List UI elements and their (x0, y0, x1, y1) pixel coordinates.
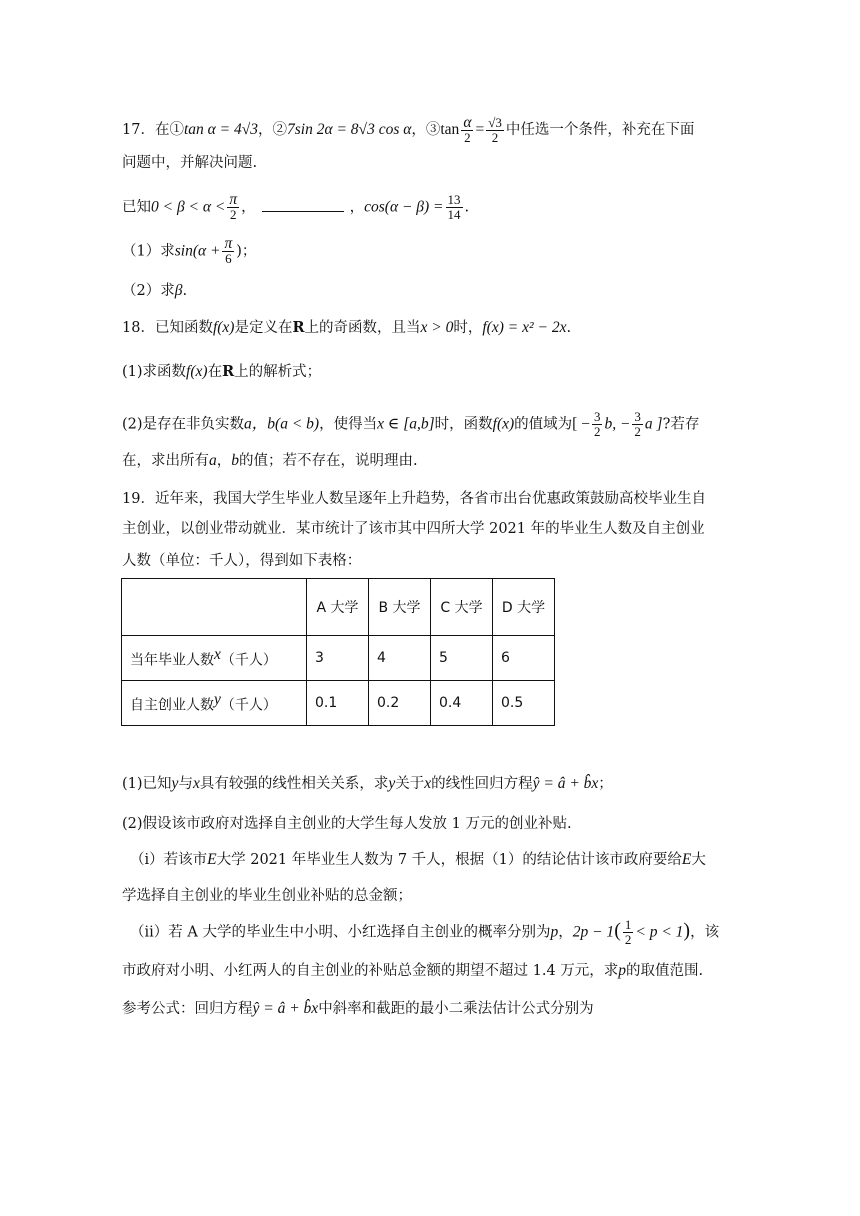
table-cell: 0.5 (493, 681, 555, 726)
q17-given: 已知0 < β < α < $\frac{\pi}{2}$ ， ，cos(α − β) = $\frac{13}{14}$ . (122, 191, 470, 222)
table-header-cell: D 大学 (493, 579, 555, 636)
q19-part2-ii-line1: （ii）若 A 大学的毕业生中小明、小红选择自主创业的概率分别为p，2p − 1( $\frac{1}{2}$ < p < 1)，该 (130, 917, 720, 947)
q19-part1: (1)已知y与x具有较强的线性相关关系，求y关于x的线性回归方程ŷ = â + b̂x； (122, 775, 613, 792)
table-header-row (122, 579, 555, 636)
condition-1: tan α = 4√3 (183, 121, 258, 139)
table-cell: 5 (431, 636, 493, 681)
table-cell: 6 (493, 636, 555, 681)
q18-part1: (1)求函数f(x)在R上的解析式； (122, 363, 322, 380)
q19-part2: (2)假设该市政府对选择自主创业的大学生每人发放 1 万元的创业补贴. (122, 816, 572, 832)
table-header-cell: B 大学 (369, 579, 431, 636)
q19-part2-i-line1: （i）若该市E大学 2021 年毕业生人数为 7 千人，根据（1）的结论估计该市政府要给E大 (130, 851, 706, 868)
q18-part2-line1: (2)是存在非负实数a，b(a < b)，使得当x ∈ [a,b]时，函数f(x)的值域为[ − $\frac{3}{2}$ b, − $\frac{3}{2}$ a ]?若存 (122, 409, 700, 439)
row-label: 当年毕业人数$^x$（千人） (122, 636, 307, 681)
condition-3: tan $\frac{\alpha}{2}$ = $\frac{√3}{2}$ (440, 114, 502, 145)
table-header-cell: C 大学 (431, 579, 493, 636)
q19-line1: 19．近年来，我国大学生毕业人数呈逐年上升趋势，各省市出台优惠政策鼓励高校毕业生自 (122, 491, 706, 507)
table-cell: 0.2 (369, 681, 431, 726)
table-row (122, 681, 555, 726)
table-cell: 0.4 (431, 681, 493, 726)
regression-equation: ŷ = â + b̂x (532, 775, 599, 792)
condition-2: 7sin 2α = 8√3 cos α (287, 121, 412, 139)
q18-part2-line2: 在，求出所有a，b的值；若不存在，说明理由. (122, 452, 418, 469)
q17-line2: 问题中，并解决问题. (122, 155, 258, 171)
graduates-table (121, 578, 555, 726)
table-header-cell (122, 579, 307, 636)
reference-formula: 参考公式：回归方程ŷ = â + b̂x中斜率和截距的最小二乘法估计公式分别为 (122, 1000, 594, 1017)
q17-part2: （2）求β. (122, 282, 188, 299)
q19-part2-i-line2: 学选择自主创业的毕业生创业补贴的总金额； (122, 888, 412, 904)
q17-line1: 17．在①tan α = 4√3，②7sin 2α = 8√3 cos α，③tan $\frac{\alpha}{2}$ = $\frac{√3}{2}$ 中任选一个条件，补充在下面 (122, 114, 695, 145)
q17-number: 17． (122, 122, 155, 139)
q18-line1: 18．已知函数f(x)是定义在R上的奇函数，且当x > 0时，f(x) = x² − 2x. (122, 319, 572, 336)
q19-part2-ii-line2: 市政府对小明、小红两人的自主创业的补贴总金额的期望不超过 1.4 万元，求p的取值范围. (122, 962, 704, 979)
q18-number: 18． (122, 320, 155, 336)
q19-line3: 人数（单位：千人），得到如下表格： (122, 553, 362, 569)
row-label: 自主创业人数$^y$（千人） (122, 681, 307, 726)
table-row (122, 636, 555, 681)
table-header-cell: A 大学 (307, 579, 369, 636)
table-cell: 3 (307, 636, 369, 681)
table-cell: 4 (369, 636, 431, 681)
q17-part1: （1）求sin(α + $\frac{\pi}{6}$ )； (122, 235, 257, 266)
table-cell: 0.1 (307, 681, 369, 726)
q19-line2: 主创业，以创业带动就业．某市统计了该市其中四所大学 2021 年的毕业生人数及自主创业 (122, 521, 705, 537)
q19-number: 19． (122, 491, 155, 507)
fill-in-blank (262, 197, 344, 212)
